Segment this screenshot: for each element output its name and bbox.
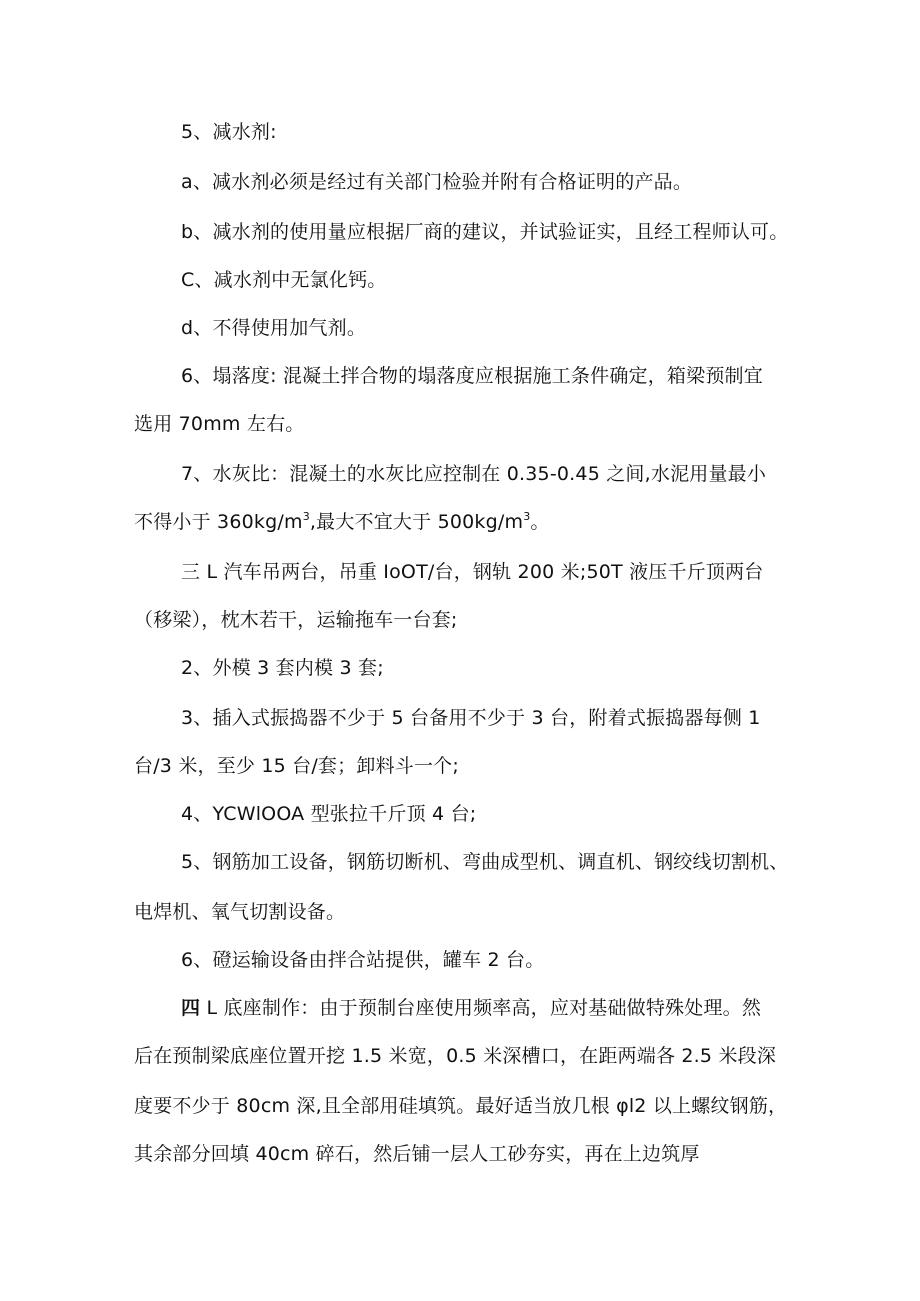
equipment-item-6: 6、磴运输设备由拌合站提供，罐车 2 台。 (181, 949, 545, 971)
item-d: d、不得使用加气剂。 (181, 317, 367, 339)
superscript: 3 (302, 510, 310, 523)
section-4-base (181, 996, 761, 1020)
equipment-item-3-cont: 台/3 米，至少 15 台/套；卸料斗一个; (134, 755, 459, 777)
section-4-base-cont-1: 后在预制梁底座位置开挖 1.5 米宽，0.5 米深槽口，在距两端各 2.5 米段深 (134, 1045, 777, 1067)
section-4-base-cont-3: 其余部分回填 40cm 碎石，然后铺一层人工砂夯实，再在上边筑厚 (134, 1143, 700, 1165)
item-a: a、减水剂必须是经过有关部门检验并附有合格证明的产品。 (181, 171, 693, 193)
item-7-water-cement: 7、水灰比：混凝土的水灰比应控制在 0.35-0.45 之间,水泥用量最小 (181, 463, 767, 485)
item-c: C、减水剂中无氯化钙。 (181, 269, 387, 291)
text-segment: ,最大不宜大于 500kg/m (309, 511, 524, 533)
equipment-item-3: 3、插入式振捣器不少于 5 台备用不少于 3 台，附着式振捣器每侧 1 (181, 707, 761, 729)
superscript: 3 (523, 510, 531, 523)
item-7-water-cement-cont (134, 510, 550, 534)
section-4-number: 四 (181, 997, 201, 1019)
section-4-base-cont-2: 度要不少于 80cm 深,且全部用硅填筑。最好适当放几根 φl2 以上螺纹钢筋， (134, 1095, 788, 1117)
item-6-slump-cont: 选用 70mm 左右。 (134, 413, 305, 435)
section-3-equipment-cont: （移梁），枕木若干，运输拖车一台套; (134, 609, 458, 631)
text-segment: 不得小于 360kg/m (134, 511, 303, 533)
equipment-item-5: 5、钢筋加工设备，钢筋切断机、弯曲成型机、调直机、钢绞线切割机、 (181, 851, 789, 873)
equipment-item-2: 2、外模 3 套内模 3 套; (181, 657, 384, 679)
text-segment: L 底座制作：由于预制台座使用频率高，应对基础做特殊处理。然 (200, 997, 762, 1019)
text-segment: 。 (530, 511, 550, 533)
item-b: b、减水剂的使用量应根据厂商的建议，并试验证实，且经工程师认可。 (181, 221, 789, 243)
equipment-item-4: 4、YCWlOOA 型张拉千斤顶 4 台; (181, 803, 477, 825)
equipment-item-5-cont: 电焊机、氧气切割设备。 (134, 901, 346, 923)
section-3-equipment: 三 L 汽车吊两台，吊重 IoOT/台，钢轨 200 米;50T 液压千斤顶两台 (181, 561, 764, 583)
item-5-water-reducer-heading: 5、减水剂: (181, 121, 277, 143)
item-6-slump: 6、塌落度: 混凝土拌合物的塌落度应根据施工条件确定，箱梁预制宜 (181, 365, 763, 387)
